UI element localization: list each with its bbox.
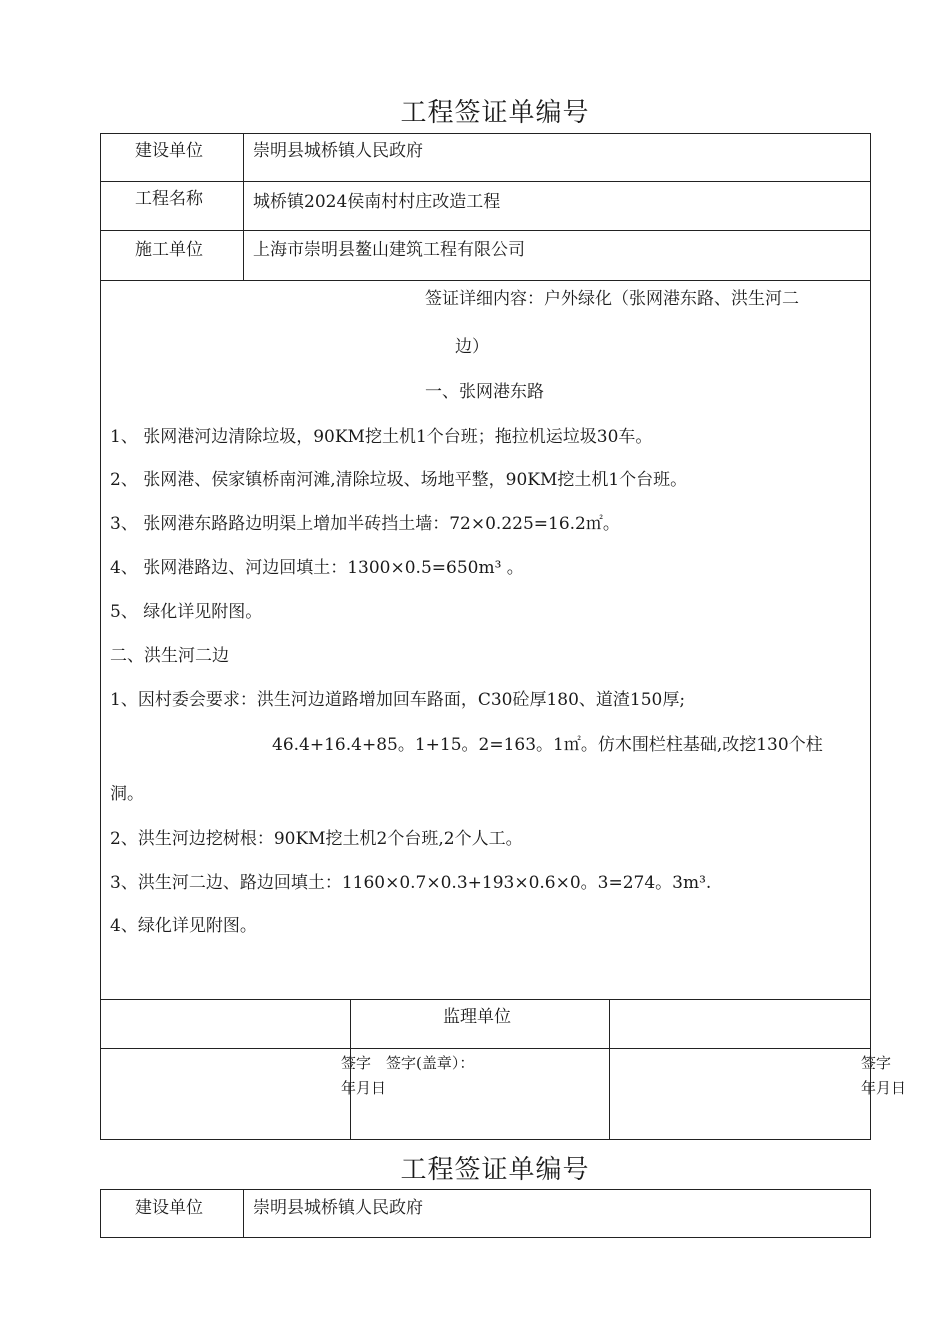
list-item: 1、 张网港河边清除垃圾，90KM挖土机1个台班；拖拉机运垃圾30车。 — [110, 427, 653, 447]
date-label: 年月日 — [861, 1079, 907, 1097]
value-project-name: 城桥镇2024侯南村村庄改造工程 — [253, 192, 501, 212]
table-row-divider — [100, 999, 871, 1000]
content-heading: 签证详细内容：户外绿化（张网港东路、洪生河二 — [425, 289, 799, 309]
table-border-top — [100, 1189, 871, 1190]
list-item-cont: 46.4+16.4+85。1+15。2=163。1㎡。仿木围栏柱基础,改挖130个柱 — [272, 735, 823, 755]
list-item: 4、 张网港路边、河边回填土：1300×0.5=650m³ 。 — [110, 558, 524, 578]
signature-label: 签字 — [341, 1054, 372, 1072]
list-item: 3、洪生河二边、路边回填土：1160×0.7×0.3+193×0.6×0。3=274。3m³. — [110, 873, 712, 893]
list-item: 1、因村委会要求：洪生河边道路增加回车路面，C30砼厚180、道渣150厚; — [110, 690, 686, 710]
form-title: 工程签证单编号 — [400, 98, 590, 128]
table-border-bottom — [100, 1139, 871, 1140]
table-border-bottom — [100, 1237, 871, 1238]
table-border-left — [100, 133, 101, 1140]
section-title: 一、张网港东路 — [425, 382, 544, 402]
content-heading-cont: 边） — [455, 337, 489, 357]
label-project-name: 工程名称 — [135, 189, 203, 209]
label-construction-unit: 建设单位 — [135, 141, 203, 161]
label-construction-unit: 建设单位 — [135, 1198, 203, 1218]
value-contractor: 上海市崇明县鳌山建筑工程有限公司 — [253, 240, 525, 260]
table-col-divider — [243, 1189, 244, 1238]
form-title: 工程签证单编号 — [400, 1155, 590, 1185]
value-construction-unit: 崇明县城桥镇人民政府 — [253, 1198, 423, 1218]
list-item: 4、绿化详见附图。 — [110, 916, 257, 936]
list-item: 3、 张网港东路路边明渠上增加半砖挡土墙：72×0.225=16.2㎡。 — [110, 514, 620, 534]
section-title: 二、洪生河二边 — [110, 646, 229, 666]
date-label: 年月日 — [341, 1079, 387, 1097]
label-contractor: 施工单位 — [135, 240, 203, 260]
signature-label: 签字 — [861, 1054, 892, 1072]
supervision-unit-label: 监理单位 — [443, 1007, 511, 1027]
table-border-top — [100, 133, 871, 134]
list-item: 2、 张网港、侯家镇桥南河滩,清除垃圾、场地平整，90KM挖土机1个台班。 — [110, 470, 688, 490]
table-col-divider — [609, 999, 610, 1140]
table-row-divider — [100, 181, 871, 182]
table-border-right — [870, 1189, 871, 1238]
table-row-divider — [100, 230, 871, 231]
list-item-cont: 洞。 — [110, 784, 144, 804]
table-row-divider — [100, 1048, 871, 1049]
list-item: 2、洪生河边挖树根：90KM挖土机2个台班,2个人工。 — [110, 829, 523, 849]
table-row-divider — [100, 280, 871, 281]
value-construction-unit: 崇明县城桥镇人民政府 — [253, 141, 423, 161]
table-col-divider — [243, 133, 244, 281]
list-item: 5、 绿化详见附图。 — [110, 602, 263, 622]
table-border-left — [100, 1189, 101, 1238]
table-border-right — [870, 133, 871, 1140]
signature-seal-label: 签字(盖章）： — [386, 1054, 475, 1072]
